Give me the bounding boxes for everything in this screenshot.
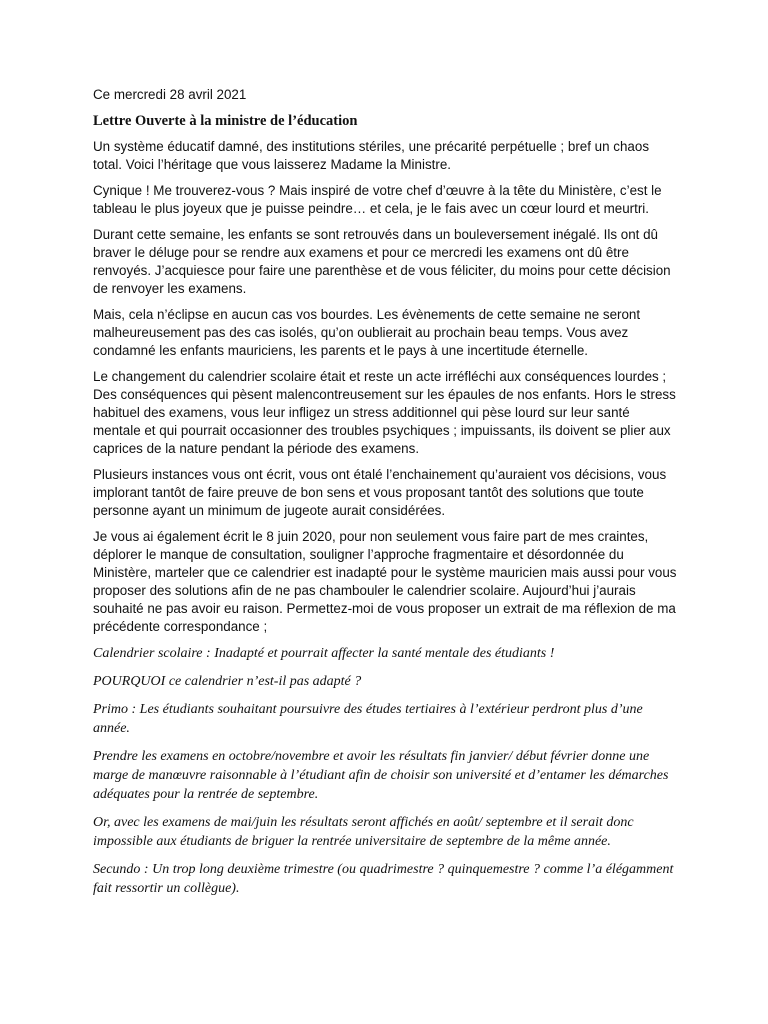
excerpt-paragraph: Primo : Les étudiants souhaitant poursuivre des études tertiaires à l’extérieur perdront plus d’une année. [93,702,643,736]
letter-date: Ce mercredi 28 avril 2021 [93,87,247,102]
excerpt-paragraph: Prendre les examens en octobre/novembre et avoir les résultats fin janvier/ début février donne une marge de manœuvre raisonnable à l’étudiant afin de choisir son université et d’entamer les démarches adéquates pour la rentrée de septembre. [93,749,669,802]
paragraph: Le changement du calendrier scolaire était et reste un acte irréfléchi aux conséquences lourdes ; Des conséquences qui pèsent malencontreusement sur les épaules de nos enfants. Hors le stress habituel des examens, vous leur infligez un stress additionnel qui pèse lourd sur leur santé mentale et qui pourrait occasionner des troubles psychiques ; impuissants, ils doivent se plier aux caprices de la nature pendant la période des examens. [93,369,676,456]
paragraph: Mais, cela n’éclipse en aucun cas vos bourdes. Les évènements de cette semaine ne seront malheureusement pas des cas isolés, qu’on oublierait au prochain beau temps. Vous avez condamné les enfants mauriciens, les parents et le pays à une incertitude éternelle. [93,307,641,358]
quoted-excerpt [93,644,678,898]
excerpt-paragraph: Or, avec les examens de mai/juin les résultats seront affichés en août/ septembre et il serait donc impossible aux étudiants de briguer la rentrée universitaire de septembre de la même année. [93,815,634,849]
excerpt-heading: Calendrier scolaire : Inadapté et pourrait affecter la santé mentale des étudiants ! [93,646,555,661]
paragraph: Un système éducatif damné, des institutions stériles, une précarité perpétuelle ; bref un chaos total. Voici l’héritage que vous laisserez Madame la Ministre. [93,139,650,172]
paragraph: Cynique ! Me trouverez-vous ? Mais inspiré de votre chef d’œuvre à la tête du Ministère, c’est le tableau le plus joyeux que je puisse peindre… et cela, je le fais avec un cœur lourd et meurtri. [93,183,662,216]
excerpt-paragraph: Secundo : Un trop long deuxième trimestre (ou quadrimestre ? quinquemestre ? comme l’a élégamment fait ressortir un collègue). [93,862,674,896]
paragraph: Je vous ai également écrit le 8 juin 2020, pour non seulement vous faire part de mes craintes, déplorer le manque de consultation, souligner l’approche fragmentaire et désordonnée du Ministère, marteler que ce calendrier est inadapté pour le système mauricien mais aussi pour vous proposer des solutions afin de ne pas chambouler le calendrier scolaire. Aujourd’hui j’aurais souhaité ne pas avoir eu raison. Permettez-moi de vous proposer un extrait de ma réflexion de ma précédente correspondance ; [93,529,677,634]
paragraph: Durant cette semaine, les enfants se sont retrouvés dans un bouleversement inégalé. Ils ont dû braver le déluge pour se rendre aux examens et pour ce mercredi les examens ont dû être renvoyés. J’acquiesce pour faire une parenthèse et de vous féliciter, du moins pour cette décision de renvoyer les examens. [93,227,671,296]
letter-body [93,86,678,907]
letter-title: Lettre Ouverte à la ministre de l’éducation [93,113,358,129]
paragraph: Plusieurs instances vous ont écrit, vous ont étalé l’enchainement qu’auraient vos décisions, vous implorant tantôt de faire preuve de bon sens et vous proposant tantôt des solutions que toute personne ayant un minimum de jugeote aurait considérées. [93,467,667,518]
excerpt-question: POURQUOI ce calendrier n’est-il pas adapté ? [93,674,362,689]
